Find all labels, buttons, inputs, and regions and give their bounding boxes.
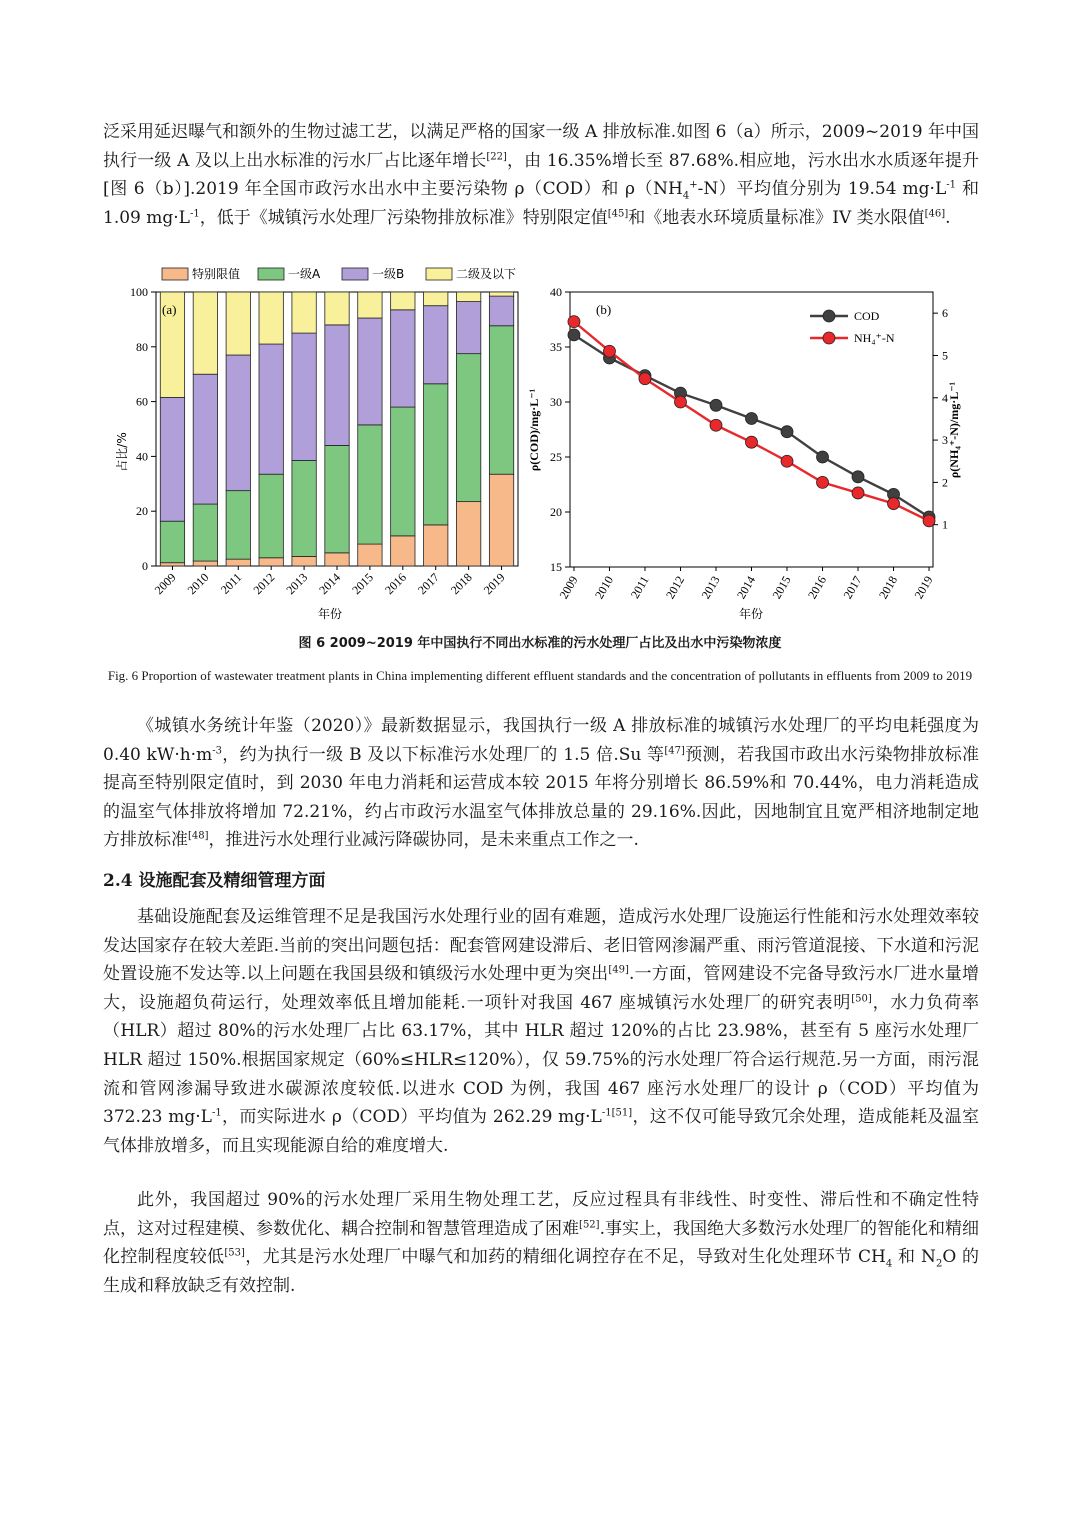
ylabel-right-b: ρ(NH₄⁺-N)/mg·L⁻¹ xyxy=(947,381,961,479)
xtick-label-b: 2011 xyxy=(627,573,652,601)
paragraph-3: 基础设施配套及运维管理不足是我国污水处理行业的固有难题，造成污水处理厂设施运行性能和污水处理效率较发达国家存在较大差距.当前的突出问题包括：配套管网建设滞后、老旧管网渗漏严重、雨污管道混接、下水道和污泥处置设施不发达等.以上问题在我国县级和镇级污水处理中更为突出[49].一方面，管网建设不完备导致污水厂进水量增大，设施超负荷运行，处理效率低且增加能耗.一项针对我国 467 座城镇污水处理厂的研究表明[50]，水力负荷率（HLR）超过 80%的污水处理厂占比 63.17%，其中 HLR 超过 120%的占比 23.98%，甚至有 5 座污水处理厂 HLR 超过 150%.根据国家规定（60%≤HLR≤120%），仅 59.75%的污水处理厂符合运行规范.另一方面，雨污混流和管网渗漏导致进水碳源浓度较低.以进水 COD 为例，我国 467 座污水处理厂的设计 ρ（COD）平均值为 372.23 $mg\cdot L^{-1}$，而实际进水 ρ（COD）平均值为 262.29 $mg\cdot L^{-1[51]}$，这不仅可能导致冗余处理，造成能耗及温室气体排放增多，而且实现能源自给的难度增大. xyxy=(103,907,980,1156)
legend-swatch-a xyxy=(342,268,368,280)
figure-caption-zh: 图 6 2009~2019 年中国执行不同出水标准的污水处理厂占比及出水中污染物浓度 xyxy=(298,636,782,651)
ytick-right-label-b: 6 xyxy=(942,306,948,321)
ylabel-a: 占比/% xyxy=(115,432,129,472)
bar-segment-2018-s3 xyxy=(456,292,480,302)
ylabel-left-b: ρ(COD)/mg·L⁻¹ xyxy=(527,388,541,472)
bar-segment-2016-s2 xyxy=(391,310,415,407)
data-point-0-2014 xyxy=(746,413,758,425)
data-point-1-2018 xyxy=(888,498,900,510)
xtick-label-b: 2009 xyxy=(556,573,581,602)
xtick-label-b: 2012 xyxy=(662,573,688,602)
xtick-label-b: 2017 xyxy=(840,573,865,602)
data-point-1-2010 xyxy=(603,345,615,357)
legend-b xyxy=(810,309,895,345)
ytick-right-label-b: 5 xyxy=(942,348,948,363)
legend-label-a: 一级A xyxy=(288,267,321,281)
legend-a xyxy=(162,266,516,281)
ytick-label-a: 80 xyxy=(136,339,148,354)
bar-segment-2016-s0 xyxy=(391,536,415,566)
xtick-label-a: 2012 xyxy=(250,570,278,598)
data-point-0-2013 xyxy=(710,399,722,411)
data-point-1-2012 xyxy=(674,396,686,408)
legend-label-a: 二级及以下 xyxy=(456,267,517,281)
ytick-right-label-b: 1 xyxy=(942,517,948,532)
bar-segment-2014-s2 xyxy=(325,325,349,446)
xlabel-a: 年份 xyxy=(317,607,343,621)
bar-segment-2011-s2 xyxy=(226,355,250,491)
xtick-label-b: 2015 xyxy=(769,573,794,602)
data-point-1-2017 xyxy=(852,487,864,499)
chart-a xyxy=(100,262,530,622)
data-point-1-2011 xyxy=(639,373,651,385)
data-point-0-2017 xyxy=(852,471,864,483)
bar-segment-2009-s0 xyxy=(160,563,184,566)
xtick-label-b: 2010 xyxy=(591,573,617,602)
xtick-label-b: 2014 xyxy=(733,573,759,602)
bar-segment-2019-s0 xyxy=(489,474,513,566)
ytick-right-label-b: 2 xyxy=(942,475,948,490)
ytick-label-a: 100 xyxy=(130,285,148,299)
legend-label-b: COD xyxy=(854,309,880,323)
xtick-label-b: 2016 xyxy=(804,573,830,602)
data-point-1-2014 xyxy=(746,436,758,448)
bar-segment-2009-s2 xyxy=(160,397,184,521)
data-point-0-2016 xyxy=(817,451,829,463)
series-line-0 xyxy=(574,335,929,517)
legend-label-a: 一级B xyxy=(372,267,405,281)
xtick-label-a: 2010 xyxy=(184,570,212,598)
bar-segment-2017-s1 xyxy=(424,384,448,525)
bar-segment-2017-s3 xyxy=(424,292,448,306)
paragraph-1: 泛采用延迟曝气和额外的生物过滤工艺，以满足严格的国家一级 A 排放标准.如图 6（a）所示，2009~2019 年中国执行一级 A 及以上出水标准的污水厂占比逐年增长[22]，由 16.35%增长至 87.68%.相应地，污水出水水质逐年提升[图 6（b）].2019 年全国市政污水出水中主要污染物 ρ（COD）和 $\rho(NH_4^+-N)$平均值分别为 19.54 $mg\cdot L^{-1}$ 和 1.09 $mg\cdot L^{-1}$，低于《城镇污水处理厂污染物排放标准》特别限定值[45]和《地表水环境质量标准》IV 类水限值[46]. xyxy=(103,122,979,228)
xtick-label-a: 2009 xyxy=(151,570,179,598)
bar-segment-2014-s0 xyxy=(325,553,349,566)
bar-segment-2012-s2 xyxy=(259,344,283,474)
bar-segment-2013-s2 xyxy=(292,333,316,460)
bar-segment-2011-s0 xyxy=(226,559,250,566)
bar-segment-2009-s1 xyxy=(160,521,184,563)
bar-segment-2018-s1 xyxy=(456,354,480,502)
legend-label-b: NH₄⁺-N xyxy=(854,331,895,345)
xtick-label-a: 2013 xyxy=(283,570,311,598)
ytick-left-label-b: 25 xyxy=(550,450,562,464)
legend-swatch-a xyxy=(426,268,452,280)
bar-segment-2012-s0 xyxy=(259,558,283,566)
ytick-right-label-b: 4 xyxy=(942,390,948,405)
legend-marker-b xyxy=(823,310,835,322)
ytick-left-label-b: 30 xyxy=(550,395,562,409)
xtick-label-b: 2018 xyxy=(876,573,901,602)
bar-segment-2019-s1 xyxy=(489,326,513,474)
bar-segment-2013-s3 xyxy=(292,292,316,333)
panel-label-a: (a) xyxy=(162,302,177,317)
paragraph-4: 此外，我国超过 90%的污水处理厂采用生物处理工艺，反应过程具有非线性、时变性、滞后性和不确定性特点，这对过程建模、参数优化、耦合控制和智慧管理造成了困难[52].事实上，我国绝大多数污水处理厂的智能化和精细化控制程度较低[53]，尤其是污水处理厂中曝气和加药的精细化调控存在不足，导致对生化处理环节 $CH_4$ 和 $N_2O$ 的生成和释放缺乏有效控制. xyxy=(103,1190,980,1296)
xtick-label-b: 2013 xyxy=(698,573,723,602)
bar-segment-2010-s0 xyxy=(193,561,217,566)
bar-segment-2016-s1 xyxy=(391,407,415,536)
xtick-label-a: 2015 xyxy=(349,570,377,598)
section-heading: 2.4 设施配套及精细管理方面 xyxy=(103,871,326,891)
ytick-left-label-b: 15 xyxy=(550,560,562,574)
xlabel-b: 年份 xyxy=(738,607,764,621)
bar-segment-2014-s1 xyxy=(325,445,349,552)
ytick-label-a: 40 xyxy=(136,449,148,464)
bar-segment-2015-s3 xyxy=(358,292,382,318)
bar-segment-2012-s3 xyxy=(259,292,283,344)
xtick-label-a: 2014 xyxy=(316,570,344,598)
bar-segment-2010-s1 xyxy=(193,504,217,561)
bar-segment-2013-s0 xyxy=(292,556,316,566)
xtick-label-b: 2019 xyxy=(911,573,936,602)
ytick-label-a: 20 xyxy=(136,504,148,519)
legend-swatch-a xyxy=(162,268,188,280)
data-point-0-2009 xyxy=(568,329,580,341)
figure-caption-en: Fig. 6 Proportion of wastewater treatment plants in China implementing different effluent standards and the concentration of pollutants in effluents from 2009 to 2019 xyxy=(107,668,973,683)
ytick-left-label-b: 20 xyxy=(550,505,562,519)
paragraph-2: 《城镇水务统计年鉴（2020）》最新数据显示，我国执行一级 A 排放标准的城镇污水处理厂的平均电耗强度为 0.40 $kW\cdot h\cdot m^{-3}$，约为执行一级 B 及以下标准污水处理厂的 1.5 倍.Su 等[47]预测，若我国市政出水污染物排放标准提高至特别限定值时，到 2030 年电力消耗和运营成本较 2015 年将分别增长 86.59%和 70.44%，电力消耗造成的温室气体排放将增加 72.21%，约占市政污水温室气体排放总量的 29.16%.因此，因地制宜且宽严相济地制定地方排放标准[48]，推进污水处理行业减污降碳协同，是未来重点工作之一. xyxy=(103,716,980,851)
bar-segment-2010-s3 xyxy=(193,292,217,374)
bar-segment-2014-s3 xyxy=(325,292,349,325)
bar-segment-2013-s1 xyxy=(292,461,316,557)
ytick-left-label-b: 35 xyxy=(550,340,562,354)
ytick-left-label-b: 40 xyxy=(550,285,562,299)
bar-segment-2012-s1 xyxy=(259,474,283,558)
bar-segment-2017-s2 xyxy=(424,306,448,384)
data-point-1-2013 xyxy=(710,419,722,431)
data-point-1-2015 xyxy=(781,455,793,467)
bar-segment-2011-s1 xyxy=(226,491,250,560)
bar-segment-2015-s2 xyxy=(358,318,382,425)
ytick-right-label-b: 3 xyxy=(942,433,948,448)
data-point-1-2016 xyxy=(817,476,829,488)
xtick-label-a: 2017 xyxy=(414,570,442,598)
bar-segment-2019-s3 xyxy=(489,292,513,296)
bar-segment-2015-s0 xyxy=(358,544,382,566)
xtick-label-a: 2016 xyxy=(382,570,409,598)
data-point-0-2015 xyxy=(781,426,793,438)
bar-segment-2019-s2 xyxy=(489,296,513,326)
bar-segment-2011-s3 xyxy=(226,292,250,355)
ytick-label-a: 60 xyxy=(136,394,148,409)
bar-segment-2018-s2 xyxy=(456,302,480,354)
xtick-label-a: 2011 xyxy=(217,570,245,597)
xtick-label-a: 2019 xyxy=(480,570,508,598)
ytick-label-a: 0 xyxy=(142,559,148,573)
xtick-label-a: 2018 xyxy=(447,570,475,598)
chart-b xyxy=(527,280,980,622)
bar-segment-2017-s0 xyxy=(424,525,448,566)
bar-segment-2015-s1 xyxy=(358,425,382,544)
panel-label-b: (b) xyxy=(596,302,612,317)
legend-swatch-a xyxy=(258,268,284,280)
legend-label-a: 特别限值 xyxy=(192,267,241,281)
data-point-1-2009 xyxy=(568,316,580,328)
bar-segment-2018-s0 xyxy=(456,502,480,566)
bar-segment-2010-s2 xyxy=(193,374,217,504)
bar-segment-2016-s3 xyxy=(391,292,415,310)
legend-marker-b xyxy=(823,332,835,344)
